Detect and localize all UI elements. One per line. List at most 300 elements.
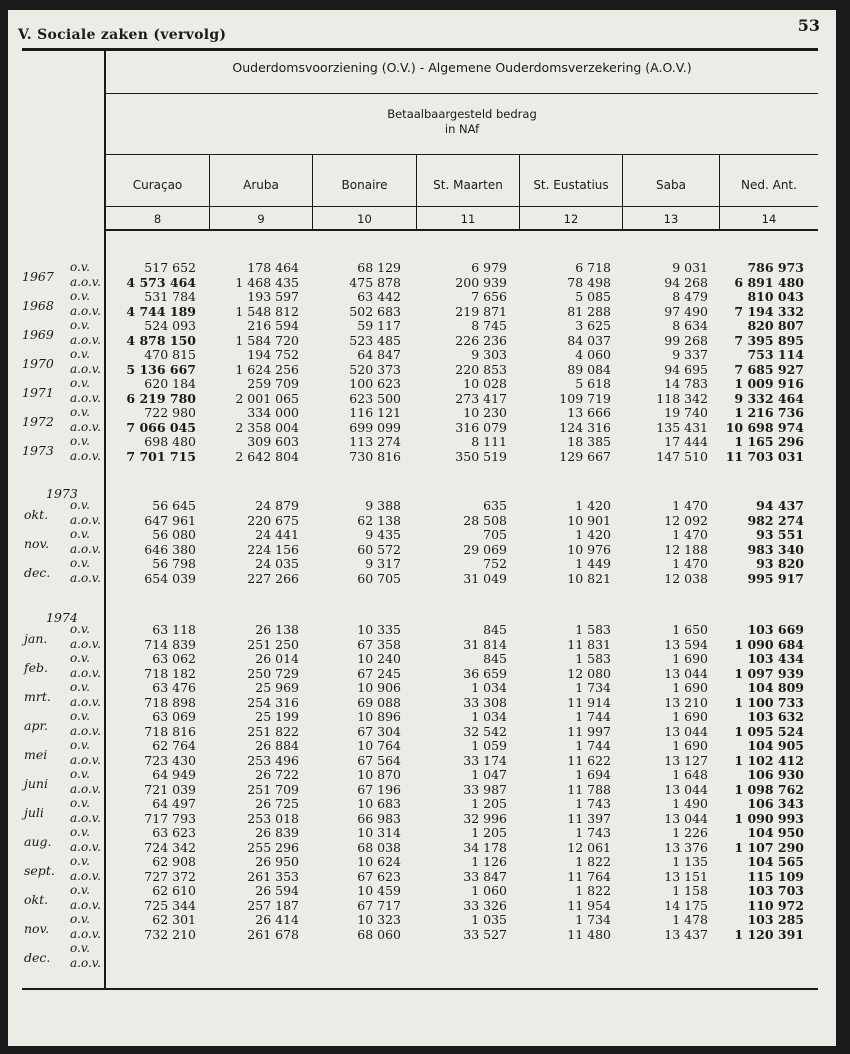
monthly-1973-cell: 705 bbox=[483, 527, 507, 542]
monthly-1973-cell: 1 449 bbox=[575, 556, 611, 571]
monthly-1974-cell: 67 717 bbox=[357, 897, 401, 913]
month-label: nov. bbox=[24, 920, 50, 936]
monthly-1973-cell: 220 675 bbox=[247, 512, 299, 528]
monthly-1974-cell: 26 725 bbox=[255, 796, 299, 811]
month-label: okt. bbox=[24, 891, 49, 907]
monthly-1974-cell: 11 788 bbox=[567, 781, 611, 797]
annual-cell: 9 303 bbox=[471, 347, 507, 362]
monthly-1973-cell: 28 508 bbox=[463, 512, 507, 528]
monthly-1974-cell: 104 809 bbox=[747, 680, 804, 695]
month-label: mei bbox=[24, 746, 48, 762]
annual-cell: 18 385 bbox=[567, 434, 611, 449]
monthly-1974-cell: 64 949 bbox=[152, 767, 196, 782]
column-header: St. Maarten bbox=[433, 178, 503, 192]
monthly-1974-cell: 250 729 bbox=[247, 665, 299, 681]
monthly-1973-cell: 12 092 bbox=[664, 512, 708, 528]
benefit-type-label: o.v. bbox=[70, 912, 90, 926]
monthly-1974-cell: 32 996 bbox=[463, 810, 507, 826]
annual-cell: 273 417 bbox=[455, 390, 507, 406]
annual-cell: 8 745 bbox=[471, 318, 507, 333]
column-number: 9 bbox=[257, 212, 265, 226]
year-label: 1973 bbox=[22, 442, 54, 458]
benefit-type-label: a.o.v. bbox=[70, 665, 101, 680]
benefit-type-label: o.v. bbox=[70, 347, 90, 361]
benefit-type-label: a.o.v. bbox=[70, 390, 101, 405]
monthly-1974-cell: 714 839 bbox=[144, 636, 196, 652]
column-header: Bonaire bbox=[341, 178, 388, 192]
monthly-1973-cell: 10 901 bbox=[567, 512, 611, 528]
annual-cell: 4 878 150 bbox=[126, 332, 196, 348]
benefit-type-label: a.o.v. bbox=[70, 361, 101, 376]
annual-cell: 6 219 780 bbox=[126, 390, 196, 406]
monthly-1973-cell: 10 821 bbox=[567, 570, 611, 586]
monthly-1974-cell: 1 095 524 bbox=[734, 723, 804, 739]
month-label: mrt. bbox=[24, 688, 51, 704]
monthly-1973-cell: 24 441 bbox=[255, 527, 299, 542]
monthly-1974-cell: 10 323 bbox=[357, 912, 401, 927]
month-label: apr. bbox=[24, 717, 49, 733]
monthly-1974-cell: 13 437 bbox=[664, 926, 708, 942]
annual-cell: 5 136 667 bbox=[126, 361, 196, 377]
month-label: juli bbox=[24, 804, 44, 820]
annual-cell: 226 236 bbox=[455, 332, 507, 348]
annual-cell: 531 784 bbox=[144, 289, 196, 304]
month-label: juni bbox=[24, 775, 48, 791]
benefit-type-label: o.v. bbox=[70, 738, 90, 752]
monthly-1973-cell: 982 274 bbox=[747, 512, 804, 528]
monthly-1974-cell: 13 044 bbox=[664, 781, 708, 797]
monthly-1974-cell: 26 839 bbox=[255, 825, 299, 840]
benefit-type-label: a.o.v. bbox=[70, 541, 101, 556]
page-number: 53 bbox=[797, 16, 820, 35]
monthly-1974-cell: 1 690 bbox=[672, 680, 708, 695]
monthly-1973-cell: 654 039 bbox=[144, 570, 196, 586]
annual-cell: 753 114 bbox=[747, 347, 804, 362]
monthly-1973-cell: 227 266 bbox=[247, 570, 299, 586]
monthly-1974-cell: 10 683 bbox=[357, 796, 401, 811]
monthly-1974-cell: 1 743 bbox=[575, 825, 611, 840]
header-rule-3 bbox=[106, 206, 818, 207]
monthly-1973-cell: 56 645 bbox=[152, 498, 196, 513]
monthly-1974-cell: 68 060 bbox=[357, 926, 401, 942]
monthly-1974-cell: 718 816 bbox=[144, 723, 196, 739]
annual-cell: 8 111 bbox=[471, 434, 507, 449]
monthly-1974-cell: 725 344 bbox=[144, 897, 196, 913]
benefit-type-label: o.v. bbox=[70, 709, 90, 723]
annual-cell: 722 980 bbox=[144, 405, 196, 420]
monthly-1974-cell: 104 950 bbox=[747, 825, 804, 840]
annual-cell: 6 979 bbox=[471, 260, 507, 275]
group-year-label: 1974 bbox=[46, 610, 78, 625]
top-rule bbox=[22, 48, 818, 51]
annual-cell: 19 740 bbox=[664, 405, 708, 420]
benefit-type-label: o.v. bbox=[70, 434, 90, 448]
monthly-1974-cell: 1 107 290 bbox=[734, 839, 804, 855]
monthly-1974-cell: 261 678 bbox=[247, 926, 299, 942]
monthly-1974-cell: 718 182 bbox=[144, 665, 196, 681]
monthly-1974-cell: 1 744 bbox=[575, 738, 611, 753]
benefit-type-label: o.v. bbox=[70, 527, 90, 541]
monthly-1974-cell: 13 376 bbox=[664, 839, 708, 855]
monthly-1974-cell: 1 478 bbox=[672, 912, 708, 927]
annual-cell: 699 099 bbox=[349, 419, 401, 435]
monthly-1974-cell: 26 950 bbox=[255, 854, 299, 869]
monthly-1973-cell: 647 961 bbox=[144, 512, 196, 528]
annual-cell: 1 624 256 bbox=[235, 361, 299, 377]
monthly-1974-cell: 67 245 bbox=[357, 665, 401, 681]
monthly-1974-cell: 25 969 bbox=[255, 680, 299, 695]
monthly-1974-cell: 13 594 bbox=[664, 636, 708, 652]
monthly-1974-cell: 1 690 bbox=[672, 738, 708, 753]
annual-cell: 7 685 927 bbox=[734, 361, 804, 377]
column-number: 12 bbox=[563, 212, 579, 226]
annual-cell: 523 485 bbox=[349, 332, 401, 348]
month-label: okt. bbox=[24, 506, 49, 522]
benefit-type-label: o.v. bbox=[70, 556, 90, 570]
monthly-1974-cell: 106 343 bbox=[747, 796, 804, 811]
monthly-1974-cell: 67 358 bbox=[357, 636, 401, 652]
benefit-type-label: o.v. bbox=[70, 680, 90, 694]
month-label: nov. bbox=[24, 535, 50, 551]
monthly-1974-cell: 1 035 bbox=[471, 912, 507, 927]
monthly-1974-cell: 1 226 bbox=[672, 825, 708, 840]
annual-cell: 4 744 189 bbox=[126, 303, 196, 319]
annual-cell: 100 623 bbox=[349, 376, 401, 391]
monthly-1973-cell: 646 380 bbox=[144, 541, 196, 557]
year-label: 1967 bbox=[22, 268, 54, 284]
annual-cell: 2 358 004 bbox=[235, 419, 299, 435]
annual-cell: 334 000 bbox=[247, 405, 299, 420]
annual-cell: 200 939 bbox=[455, 274, 507, 290]
benefit-type-label: a.o.v. bbox=[70, 274, 101, 289]
monthly-1974-cell: 11 480 bbox=[567, 926, 611, 942]
annual-cell: 220 853 bbox=[455, 361, 507, 377]
annual-cell: 10 028 bbox=[463, 376, 507, 391]
annual-cell: 216 594 bbox=[247, 318, 299, 333]
annual-cell: 9 337 bbox=[672, 347, 708, 362]
monthly-1974-cell: 1 583 bbox=[575, 622, 611, 637]
monthly-1974-cell: 36 659 bbox=[463, 665, 507, 681]
monthly-1974-cell: 1 060 bbox=[471, 883, 507, 898]
annual-cell: 3 625 bbox=[575, 318, 611, 333]
annual-cell: 113 274 bbox=[349, 434, 401, 449]
monthly-1974-cell: 1 690 bbox=[672, 651, 708, 666]
monthly-1974-cell: 1 822 bbox=[575, 854, 611, 869]
monthly-1973-cell: 62 138 bbox=[357, 512, 401, 528]
monthly-1974-cell: 1 734 bbox=[575, 680, 611, 695]
monthly-1973-cell: 1 470 bbox=[672, 498, 708, 513]
benefit-type-label: a.o.v. bbox=[70, 926, 101, 941]
monthly-1974-cell: 845 bbox=[483, 622, 507, 637]
monthly-1974-cell: 67 304 bbox=[357, 723, 401, 739]
annual-cell: 1 548 812 bbox=[235, 303, 299, 319]
benefit-type-label: o.v. bbox=[70, 289, 90, 303]
annual-cell: 63 442 bbox=[357, 289, 401, 304]
monthly-1973-cell: 1 420 bbox=[575, 527, 611, 542]
monthly-1974-cell: 13 044 bbox=[664, 665, 708, 681]
monthly-1974-cell: 11 954 bbox=[567, 897, 611, 913]
monthly-1973-cell: 24 035 bbox=[255, 556, 299, 571]
annual-cell: 6 891 480 bbox=[734, 274, 804, 290]
benefit-type-label: o.v. bbox=[70, 796, 90, 810]
annual-cell: 8 479 bbox=[672, 289, 708, 304]
benefit-type-label: a.o.v. bbox=[70, 752, 101, 767]
monthly-1974-cell: 11 764 bbox=[567, 868, 611, 884]
monthly-1974-cell: 26 884 bbox=[255, 738, 299, 753]
monthly-1974-cell: 62 764 bbox=[152, 738, 196, 753]
benefit-type-label: o.v. bbox=[70, 260, 90, 274]
monthly-1974-cell: 67 564 bbox=[357, 752, 401, 768]
annual-cell: 2 001 065 bbox=[235, 390, 299, 406]
group-year-label: 1973 bbox=[46, 486, 78, 501]
monthly-1974-cell: 1 822 bbox=[575, 883, 611, 898]
annual-cell: 7 656 bbox=[471, 289, 507, 304]
monthly-1974-cell: 717 793 bbox=[144, 810, 196, 826]
annual-cell: 11 703 031 bbox=[725, 448, 804, 464]
monthly-1973-cell: 10 976 bbox=[567, 541, 611, 557]
annual-cell: 1 468 435 bbox=[235, 274, 299, 290]
monthly-1974-cell: 13 210 bbox=[664, 694, 708, 710]
monthly-1973-cell: 60 705 bbox=[357, 570, 401, 586]
annual-cell: 135 431 bbox=[656, 419, 708, 435]
monthly-1974-cell: 13 044 bbox=[664, 810, 708, 826]
column-number: 14 bbox=[761, 212, 777, 226]
monthly-1974-cell: 1 090 684 bbox=[734, 636, 804, 652]
monthly-1974-cell: 253 018 bbox=[247, 810, 299, 826]
monthly-1974-cell: 13 044 bbox=[664, 723, 708, 739]
year-label: 1972 bbox=[22, 413, 54, 429]
monthly-1974-cell: 1 490 bbox=[672, 796, 708, 811]
monthly-1974-cell: 1 205 bbox=[471, 796, 507, 811]
monthly-1974-cell: 106 930 bbox=[747, 767, 804, 782]
benefit-type-label: o.v. bbox=[70, 622, 90, 636]
annual-cell: 178 464 bbox=[247, 260, 299, 275]
monthly-1974-cell: 67 196 bbox=[357, 781, 401, 797]
monthly-1974-cell: 253 496 bbox=[247, 752, 299, 768]
monthly-1974-cell: 1 097 939 bbox=[734, 665, 804, 681]
monthly-1974-cell: 251 822 bbox=[247, 723, 299, 739]
monthly-1974-cell: 727 372 bbox=[144, 868, 196, 884]
column-header: Curaçao bbox=[132, 178, 183, 192]
benefit-type-label: a.o.v. bbox=[70, 448, 101, 463]
benefit-type-label: o.v. bbox=[70, 651, 90, 665]
annual-cell: 520 373 bbox=[349, 361, 401, 377]
annual-cell: 64 847 bbox=[357, 347, 401, 362]
monthly-1974-cell: 1 744 bbox=[575, 709, 611, 724]
annual-cell: 502 683 bbox=[349, 303, 401, 319]
monthly-1973-cell: 12 188 bbox=[664, 541, 708, 557]
monthly-1974-cell: 63 062 bbox=[152, 651, 196, 666]
benefit-type-label: a.o.v. bbox=[70, 955, 101, 970]
monthly-1973-cell: 9 317 bbox=[365, 556, 401, 571]
benefit-type-label: o.v. bbox=[70, 854, 90, 868]
column-header: Saba bbox=[656, 178, 686, 192]
annual-cell: 5 085 bbox=[575, 289, 611, 304]
monthly-1974-cell: 63 623 bbox=[152, 825, 196, 840]
annual-cell: 730 816 bbox=[349, 448, 401, 464]
column-header: Aruba bbox=[243, 178, 279, 192]
benefit-type-label: o.v. bbox=[70, 941, 90, 955]
monthly-1973-cell: 93 820 bbox=[756, 556, 804, 571]
monthly-1974-cell: 718 898 bbox=[144, 694, 196, 710]
annual-cell: 475 878 bbox=[349, 274, 401, 290]
annual-cell: 1 009 916 bbox=[734, 376, 804, 391]
annual-cell: 9 031 bbox=[672, 260, 708, 275]
benefit-type-label: o.v. bbox=[70, 825, 90, 839]
monthly-1974-cell: 25 199 bbox=[255, 709, 299, 724]
annual-cell: 698 480 bbox=[144, 434, 196, 449]
annual-cell: 1 216 736 bbox=[734, 405, 804, 420]
monthly-1974-cell: 1 650 bbox=[672, 622, 708, 637]
annual-cell: 786 973 bbox=[747, 260, 804, 275]
monthly-1974-cell: 103 285 bbox=[747, 912, 804, 927]
monthly-1973-cell: 983 340 bbox=[747, 541, 804, 557]
monthly-1974-cell: 31 814 bbox=[463, 636, 507, 652]
monthly-1973-cell: 24 879 bbox=[255, 498, 299, 513]
annual-cell: 147 510 bbox=[656, 448, 708, 464]
month-label: feb. bbox=[24, 659, 48, 675]
monthly-1974-cell: 255 296 bbox=[247, 839, 299, 855]
column-number: 11 bbox=[460, 212, 476, 226]
monthly-1973-cell: 1 470 bbox=[672, 527, 708, 542]
monthly-1974-cell: 251 709 bbox=[247, 781, 299, 797]
monthly-1974-cell: 11 397 bbox=[567, 810, 611, 826]
monthly-1973-cell: 635 bbox=[483, 498, 507, 513]
monthly-1974-cell: 103 669 bbox=[747, 622, 804, 637]
monthly-1974-cell: 1 648 bbox=[672, 767, 708, 782]
monthly-1974-cell: 12 061 bbox=[567, 839, 611, 855]
section-title: V. Sociale zaken (vervolg) bbox=[18, 27, 227, 43]
month-label: jan. bbox=[24, 630, 48, 646]
annual-cell: 9 332 464 bbox=[734, 390, 804, 406]
benefit-type-label: a.o.v. bbox=[70, 810, 101, 825]
monthly-1974-cell: 1 694 bbox=[575, 767, 611, 782]
monthly-1974-cell: 1 034 bbox=[471, 680, 507, 695]
table-main-title: Ouderdomsvoorziening (O.V.) - Algemene Ouderdomsverzekering (A.O.V.) bbox=[232, 60, 692, 75]
monthly-1974-cell: 64 497 bbox=[152, 796, 196, 811]
monthly-1974-cell: 67 623 bbox=[357, 868, 401, 884]
monthly-1974-cell: 63 476 bbox=[152, 680, 196, 695]
annual-cell: 219 871 bbox=[455, 303, 507, 319]
annual-cell: 524 093 bbox=[144, 318, 196, 333]
annual-cell: 470 815 bbox=[144, 347, 196, 362]
monthly-1973-cell: 56 798 bbox=[152, 556, 196, 571]
monthly-1974-cell: 32 542 bbox=[463, 723, 507, 739]
monthly-1974-cell: 1 126 bbox=[471, 854, 507, 869]
monthly-1974-cell: 261 353 bbox=[247, 868, 299, 884]
benefit-type-label: a.o.v. bbox=[70, 332, 101, 347]
table-subtitle-line-2: in NAf bbox=[444, 122, 480, 136]
monthly-1974-cell: 110 972 bbox=[747, 897, 804, 913]
monthly-1974-cell: 254 316 bbox=[247, 694, 299, 710]
monthly-1974-cell: 103 434 bbox=[747, 651, 804, 666]
benefit-type-label: a.o.v. bbox=[70, 694, 101, 709]
monthly-1974-cell: 10 896 bbox=[357, 709, 401, 724]
annual-cell: 8 634 bbox=[672, 318, 708, 333]
monthly-1973-cell: 1 470 bbox=[672, 556, 708, 571]
monthly-1974-cell: 68 038 bbox=[357, 839, 401, 855]
column-number: 13 bbox=[663, 212, 679, 226]
monthly-1973-cell: 93 551 bbox=[756, 527, 804, 542]
year-label: 1968 bbox=[22, 297, 54, 313]
monthly-1974-cell: 845 bbox=[483, 651, 507, 666]
annual-cell: 17 444 bbox=[664, 434, 708, 449]
monthly-1973-cell: 31 049 bbox=[463, 570, 507, 586]
monthly-1974-cell: 63 118 bbox=[152, 622, 196, 637]
month-label: aug. bbox=[24, 833, 52, 849]
monthly-1974-cell: 66 983 bbox=[357, 810, 401, 826]
monthly-1973-cell: 9 435 bbox=[365, 527, 401, 542]
annual-cell: 193 597 bbox=[247, 289, 299, 304]
monthly-1974-cell: 1 135 bbox=[672, 854, 708, 869]
benefit-type-label: a.o.v. bbox=[70, 839, 101, 854]
benefit-type-label: o.v. bbox=[70, 405, 90, 419]
benefit-type-label: o.v. bbox=[70, 376, 90, 390]
annual-cell: 316 079 bbox=[455, 419, 507, 435]
monthly-1974-cell: 10 335 bbox=[357, 622, 401, 637]
monthly-1974-cell: 33 987 bbox=[463, 781, 507, 797]
monthly-1974-cell: 26 414 bbox=[255, 912, 299, 927]
monthly-1974-cell: 257 187 bbox=[247, 897, 299, 913]
column-header: St. Eustatius bbox=[533, 178, 609, 192]
monthly-1974-cell: 26 014 bbox=[255, 651, 299, 666]
column-header: Ned. Ant. bbox=[741, 178, 797, 192]
annual-cell: 5 618 bbox=[575, 376, 611, 391]
benefit-type-label: a.o.v. bbox=[70, 636, 101, 651]
annual-cell: 124 316 bbox=[559, 419, 611, 435]
annual-cell: 517 652 bbox=[144, 260, 196, 275]
monthly-1974-cell: 33 847 bbox=[463, 868, 507, 884]
monthly-1974-cell: 723 430 bbox=[144, 752, 196, 768]
annual-cell: 1 584 720 bbox=[235, 332, 299, 348]
benefit-type-label: o.v. bbox=[70, 318, 90, 332]
benefit-type-label: a.o.v. bbox=[70, 512, 101, 527]
benefit-type-label: a.o.v. bbox=[70, 723, 101, 738]
monthly-1973-cell: 56 080 bbox=[152, 527, 196, 542]
monthly-1974-cell: 34 178 bbox=[463, 839, 507, 855]
monthly-1974-cell: 10 314 bbox=[357, 825, 401, 840]
monthly-1973-cell: 60 572 bbox=[357, 541, 401, 557]
monthly-1974-cell: 10 240 bbox=[357, 651, 401, 666]
monthly-1974-cell: 732 210 bbox=[144, 926, 196, 942]
monthly-1974-cell: 11 914 bbox=[567, 694, 611, 710]
monthly-1974-cell: 104 905 bbox=[747, 738, 804, 753]
annual-cell: 623 500 bbox=[349, 390, 401, 406]
monthly-1974-cell: 1 743 bbox=[575, 796, 611, 811]
header-rule-1 bbox=[106, 93, 818, 94]
monthly-1973-cell: 995 917 bbox=[747, 570, 804, 586]
benefit-type-label: a.o.v. bbox=[70, 303, 101, 318]
monthly-1974-cell: 62 301 bbox=[152, 912, 196, 927]
monthly-1974-cell: 721 039 bbox=[144, 781, 196, 797]
monthly-1974-cell: 62 610 bbox=[152, 883, 196, 898]
month-label: dec. bbox=[24, 564, 51, 580]
benefit-type-label: a.o.v. bbox=[70, 897, 101, 912]
column-number: 8 bbox=[153, 212, 162, 226]
monthly-1974-cell: 1 120 391 bbox=[734, 926, 804, 942]
monthly-1973-cell: 1 420 bbox=[575, 498, 611, 513]
year-label: 1970 bbox=[22, 355, 54, 371]
annual-cell: 7 395 895 bbox=[734, 332, 804, 348]
column-number: 10 bbox=[357, 212, 372, 226]
monthly-1974-cell: 26 594 bbox=[255, 883, 299, 898]
monthly-1974-cell: 1 102 412 bbox=[734, 752, 804, 768]
table-subtitle-line-1: Betaalbaargesteld bedrag bbox=[387, 107, 537, 121]
benefit-type-label: a.o.v. bbox=[70, 570, 101, 585]
annual-cell: 7 194 332 bbox=[734, 303, 804, 319]
header-rule-2 bbox=[106, 154, 818, 155]
header-rule-bottom bbox=[106, 229, 818, 231]
